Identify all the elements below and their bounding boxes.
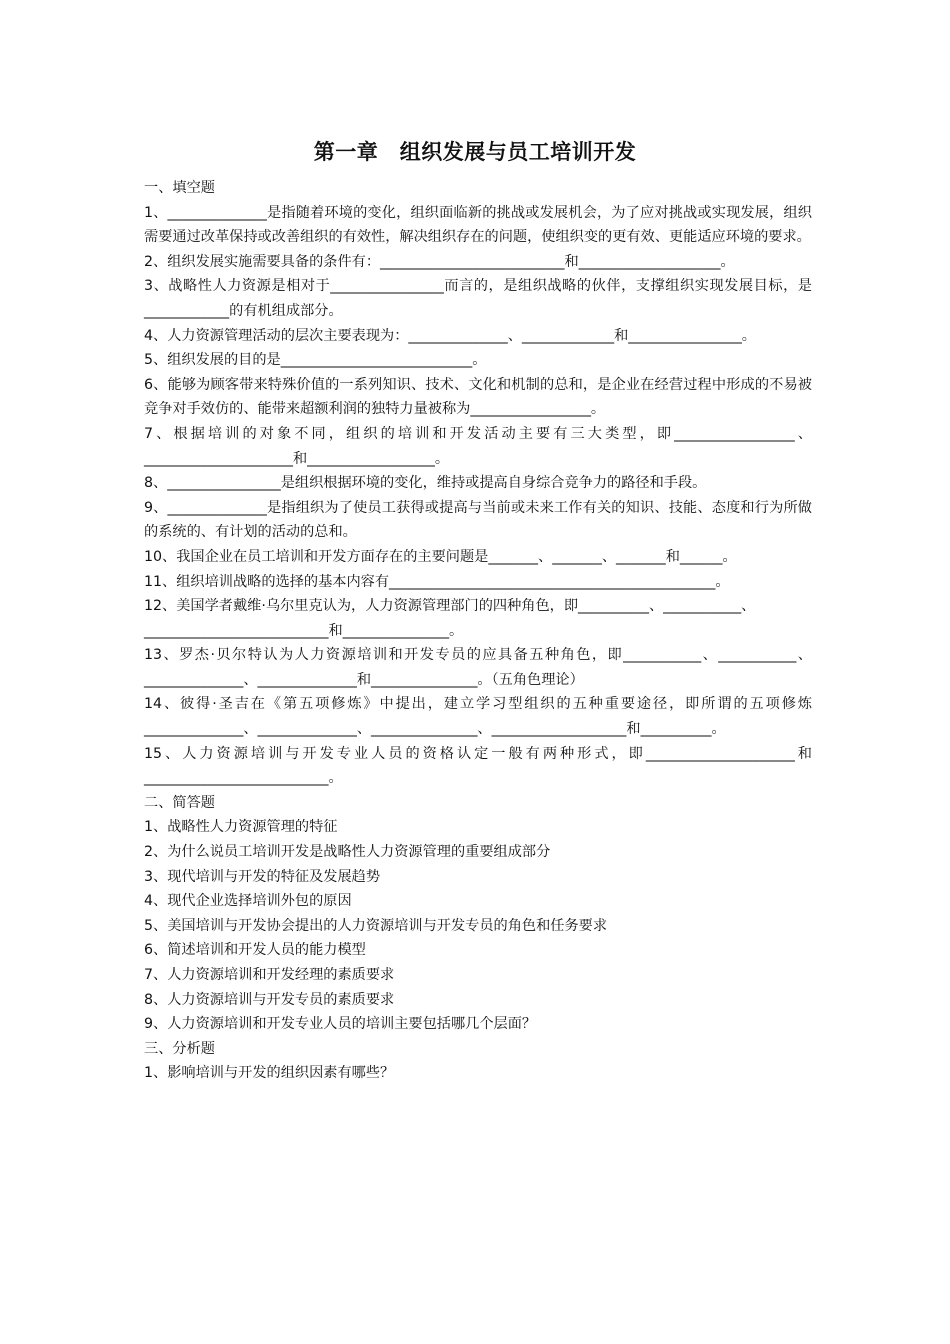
question-item: 8、________________是组织根据环境的变化，维持或提高自身综合竞争力的路径和手段。 xyxy=(144,475,707,492)
question-item: 2、组织发展实施需要具备的条件有：__________________________和____________________。 xyxy=(144,253,735,270)
question-item: 2、为什么说员工培训开发是战略性人力资源管理的重要组成部分 xyxy=(144,844,551,861)
question-item: 9、人力资源培训和开发专业人员的培训主要包括哪几个层面？ xyxy=(144,1016,537,1033)
question-item: 13、罗杰·贝尔特认为人力资源培训和开发专员的应具备五种角色，即___________、___________、______________、______________和_______________。（五角色理论） xyxy=(144,647,812,688)
question-item: 15、人力资源培训与开发专业人员的资格认定一般有两种形式，即_____________________和__________________________。 xyxy=(144,745,812,787)
question-item: 1、影响培训与开发的组织因素有哪些？ xyxy=(144,1065,395,1082)
question-item: 1、______________是指随着环境的变化，组织面临新的挑战或发展机会，为了应对挑战或实现发展，组织需要通过改革保持或改善组织的有效性，解决组织存在的问题，使组织变的更有效、更能适应环境的要求。 xyxy=(144,204,812,246)
page-title: 第一章 组织发展与员工培训开发 xyxy=(313,140,637,164)
question-item: 11、组织培训战略的选择的基本内容有______________________________________________。 xyxy=(144,573,730,590)
question-item: 7、根据培训的对象不同，组织的培训和开发活动主要有三大类型，即_________________、_____________________和__________________。 xyxy=(144,425,812,467)
question-item: 10、我国企业在员工培训和开发方面存在的主要问题是_______、_______、_______和______。 xyxy=(144,548,737,565)
question-item: 4、人力资源管理活动的层次主要表现为：______________、_____________和________________。 xyxy=(144,327,756,344)
question-item: 12、美国学者戴维·乌尔里克认为，人力资源管理部门的四种角色，即__________、___________、 xyxy=(144,598,756,615)
question-item: 5、美国培训与开发协会提出的人力资源培训与开发专员的角色和任务要求 xyxy=(144,917,608,934)
question-item: 7、人力资源培训和开发经理的素质要求 xyxy=(144,967,395,983)
section-heading: 二、简答题 xyxy=(144,794,215,811)
question-item: 5、组织发展的目的是___________________________。 xyxy=(144,352,487,369)
question-item: 8、人力资源培训与开发专员的素质要求 xyxy=(144,991,395,1008)
question-item: 3、现代培训与开发的特征及发展趋势 xyxy=(144,868,381,885)
section-heading: 三、分析题 xyxy=(144,1040,215,1057)
question-item: 14、彼得·圣吉在《第五项修炼》中提出，建立学习型组织的五种重要途径，即所谓的五项修炼______________、______________、_______________、___________________和__________。 xyxy=(144,696,812,738)
document-body xyxy=(144,176,812,1086)
question-item-continued: __________________________和_______________。 xyxy=(144,622,464,639)
section-heading: 一、填空题 xyxy=(144,180,215,196)
question-item: 3、战略性人力资源是相对于________________而言的，是组织战略的伙伴，支撑组织实现发展目标，是____________的有机组成部分。 xyxy=(144,278,812,319)
question-item: 9、______________是指组织为了使员工获得或提高与当前或未来工作有关的知识、技能、态度和行为所做的系统的、有计划的活动的总和。 xyxy=(144,499,812,541)
question-item: 6、简述培训和开发人员的能力模型 xyxy=(144,942,366,959)
question-item: 6、能够为顾客带来特殊价值的一系列知识、技术、文化和机制的总和，是企业在经营过程中形成的不易被竞争对手效仿的、能带来超额利润的独特力量被称为_________________。 xyxy=(144,376,812,418)
question-item: 4、现代企业选择培训外包的原因 xyxy=(144,893,352,910)
question-item: 1、战略性人力资源管理的特征 xyxy=(144,819,338,836)
